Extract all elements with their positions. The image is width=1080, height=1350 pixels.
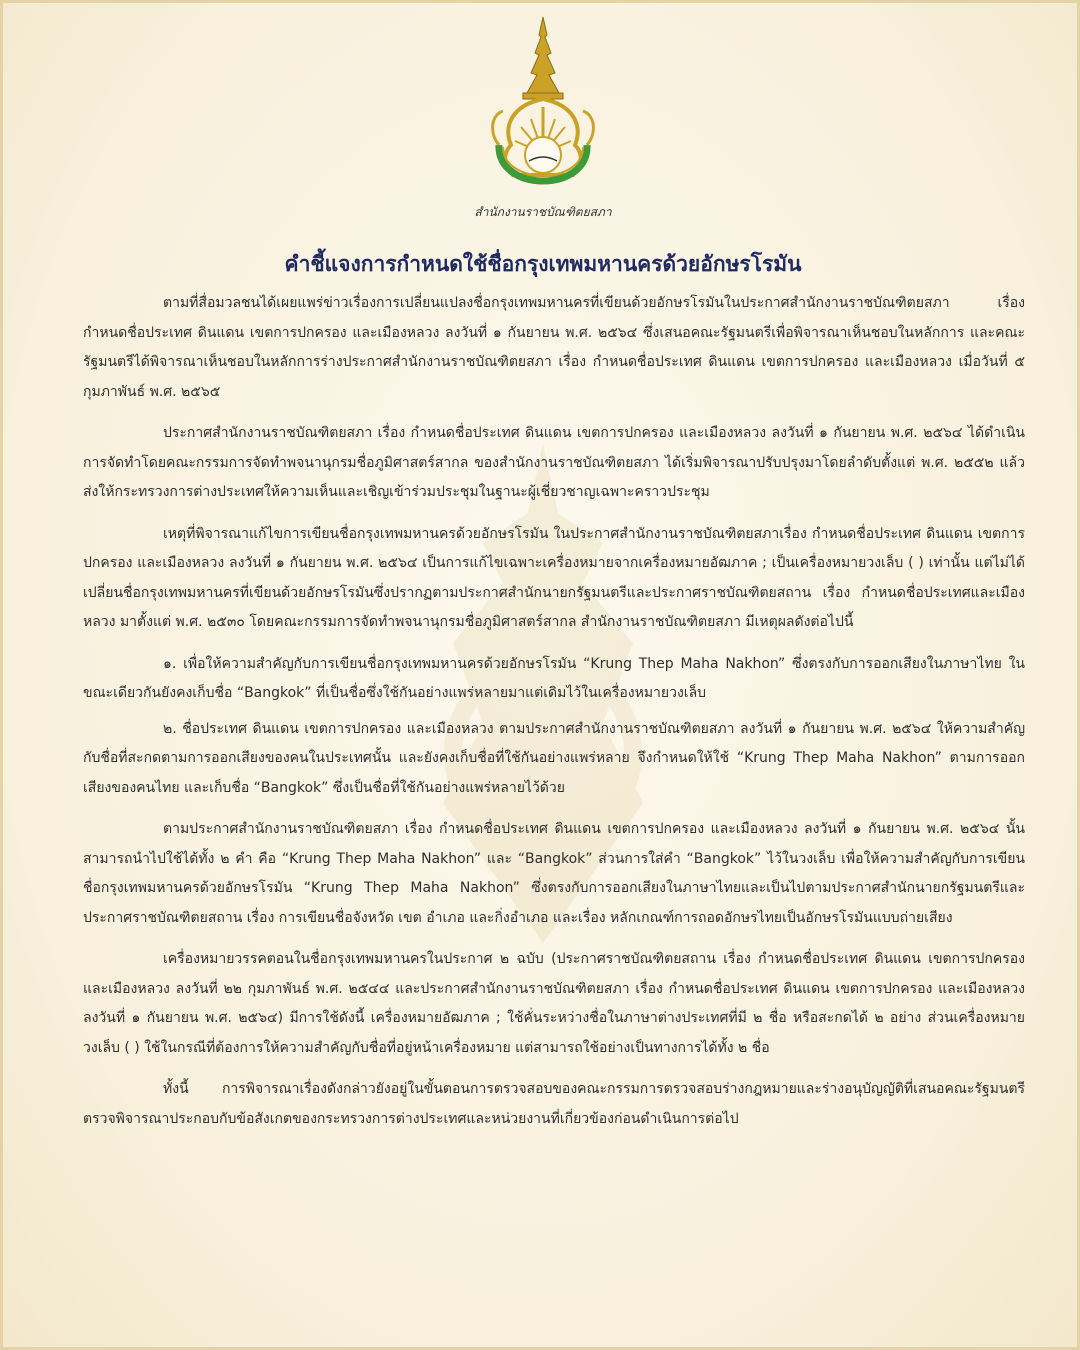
paragraph-3: เหตุที่พิจารณาแก้ไขการเขียนชื่อกรุงเทพมหานครด้วยอักษรโรมัน ในประกาศสำนักงานราชบัณฑิตยสภาเรื่อง กำหนดชื่อประเทศ ดินแดน เขตการปกครอง และเมืองหลวง ลงวันที่ ๑ กันยายน พ.ศ. ๒๕๖๔ เป็นการแก้ไขเฉพาะเครื่องหมายจากเครื่องหมายอัฒภาค ; เป็นเครื่องหมายวงเล็บ ( ) เท่านั้น แต่ไม่ได้เปลี่ยนชื่อกรุงเทพมหานครที่เขียนด้วยอักษรโรมันซึ่งปรากฏตามประกาศสำนักนายกรัฐมนตรีและประกาศราชบัณฑิตยสถาน เรื่อง กำหนดชื่อประเทศและเมืองหลวง มาตั้งแต่ พ.ศ. ๒๕๓๐ โดยคณะกรรมการจัดทำพจนานุกรมชื่อภูมิศาสตร์สากล สำนักงานราชบัณฑิตยสภา มีเหตุผลดังต่อไปนี้ <box>83 525 1025 630</box>
royal-institute-emblem <box>473 15 613 235</box>
paragraph-8: ทั้งนี้ การพิจารณาเรื่องดังกล่าวยังอยู่ในขั้นตอนการตรวจสอบของคณะกรรมการตรวจสอบร่างกฎหมายและร่างอนุบัญญัติที่เสนอคณะรัฐมนตรีตรวจพิจารณาประกอบกับข้อสังเกตของกระทรวงการต่างประเทศและหน่วยงานที่เกี่ยวข้องก่อนดำเนินการต่อไป <box>83 1081 1025 1127</box>
emblem-caption: สำนักงานราชบัณฑิตยสภา <box>474 205 612 219</box>
paragraph-2: ประกาศสำนักงานราชบัณฑิตยสภา เรื่อง กำหนดชื่อประเทศ ดินแดน เขตการปกครอง และเมืองหลวง ลงวันที่ ๑ กันยายน พ.ศ. ๒๕๖๔ ได้ดำเนินการจัดทำโดยคณะกรรมการจัดทำพจนานุกรมชื่อภูมิศาสตร์สากล ของสำนักงานราชบัณฑิตยสภา ได้เริ่มพิจารณาปรับปรุงมาโดยลำดับตั้งแต่ พ.ศ. ๒๕๕๒ แล้วส่งให้กระทรวงการต่างประเทศให้ความเห็นและเชิญเข้าร่วมประชุมในฐานะผู้เชี่ยวชาญเฉพาะคราวประชุม <box>83 425 1025 500</box>
paragraph-1: ตามที่สื่อมวลชนได้เผยแพร่ข่าวเรื่องการเปลี่ยนแปลงชื่อกรุงเทพมหานครที่เขียนด้วยอักษรโรมันในประกาศสำนักงานราชบัณฑิตยสภา เรื่อง กำหนดชื่อประเทศ ดินแดน เขตการปกครอง และเมืองหลวง ลงวันที่ ๑ กันยายน พ.ศ. ๒๕๖๔ ซึ่งเสนอคณะรัฐมนตรีเพื่อพิจารณาเห็นชอบในหลักการ และคณะรัฐมนตรีได้พิจารณาเห็นชอบในหลักการร่างประกาศสำนักงานราชบัณฑิตยสภา เรื่อง กำหนดชื่อประเทศ ดินแดน เขตการปกครอง และเมืองหลวง เมื่อวันที่ ๕ กุมภาพันธ์ พ.ศ. ๒๕๖๕ <box>83 295 1025 400</box>
document-body <box>83 289 1025 1146</box>
paragraph-reason-1: ๑. เพื่อให้ความสำคัญกับการเขียนชื่อกรุงเทพมหานครด้วยอักษรโรมัน “Krung Thep Maha Nakhon” ซึ่งตรงกับการออกเสียงในภาษาไทย ในขณะเดียวกันยังคงเก็บชื่อ “Bangkok” ที่เป็นชื่อซึ่งใช้กันอย่างแพร่หลายมาแต่เดิมไว้ในเครื่องหมายวงเล็บ <box>83 655 1025 701</box>
paragraph-6: ตามประกาศสำนักงานราชบัณฑิตยสภา เรื่อง กำหนดชื่อประเทศ ดินแดน เขตการปกครอง และเมืองหลวง ลงวันที่ ๑ กันยายน พ.ศ. ๒๕๖๔ นั้น สามารถนำไปใช้ได้ทั้ง ๒ คำ คือ “Krung Thep Maha Nakhon” และ “Bangkok” ส่วนการใส่คำ “Bangkok” ไว้ในวงเล็บ เพื่อให้ความสำคัญกับการเขียนชื่อกรุงเทพมหานครด้วยอักษรโรมัน “Krung Thep Maha Nakhon” ซึ่งตรงกับการออกเสียงในภาษาไทยและเป็นไปตามประกาศสำนักนายกรัฐมนตรีและประกาศราชบัณฑิตยสถาน เรื่อง การเขียนชื่อจังหวัด เขต อำเภอ และกิ่งอำเภอ และเรื่อง หลักเกณฑ์การถอดอักษรไทยเป็นอักษรโรมันแบบถ่ายเสียง <box>83 821 1025 926</box>
document-title: คำชี้แจงการกำหนดใช้ชื่อกรุงเทพมหานครด้วยอักษรโรมัน <box>284 252 802 276</box>
royal-institute-emblem-icon <box>473 15 613 235</box>
paragraph-reason-2: ๒. ชื่อประเทศ ดินแดน เขตการปกครอง และเมืองหลวง ตามประกาศสำนักงานราชบัณฑิตยสภา ลงวันที่ ๑ กันยายน พ.ศ. ๒๕๖๔ ให้ความสำคัญกับชื่อที่สะกดตามการออกเสียงของคนในประเทศนั้น และยังคงเก็บชื่อที่ใช้กันอย่างแพร่หลาย จึงกำหนดให้ใช้ “Krung Thep Maha Nakhon” ตามการออกเสียงของคนไทย และเก็บชื่อ “Bangkok” ซึ่งเป็นชื่อที่ใช้กันอย่างแพร่หลายไว้ด้วย <box>83 720 1025 796</box>
paragraph-7: เครื่องหมายวรรคตอนในชื่อกรุงเทพมหานครในประกาศ ๒ ฉบับ (ประกาศราชบัณฑิตยสถาน เรื่อง กำหนดชื่อประเทศ ดินแดน เขตการปกครอง และเมืองหลวง ลงวันที่ ๒๒ กุมภาพันธ์ พ.ศ. ๒๕๔๔ และประกาศสำนักงานราชบัณฑิตยสภา เรื่อง กำหนดชื่อประเทศ ดินแดน เขตการปกครอง และเมืองหลวง ลงวันที่ ๑ กันยายน พ.ศ. ๒๕๖๔) มีการใช้ดังนี้ เครื่องหมายอัฒภาค ; ใช้คั่นระหว่างชื่อในภาษาต่างประเทศที่มี ๒ ชื่อ หรือสะกดได้ ๒ อย่าง ส่วนเครื่องหมายวงเล็บ ( ) ใช้ในกรณีที่ต้องการให้ความสำคัญกับชื่อที่อยู่หน้าเครื่องหมาย แต่สามารถใช้อย่างเป็นทางการได้ทั้ง ๒ ชื่อ <box>83 951 1025 1056</box>
